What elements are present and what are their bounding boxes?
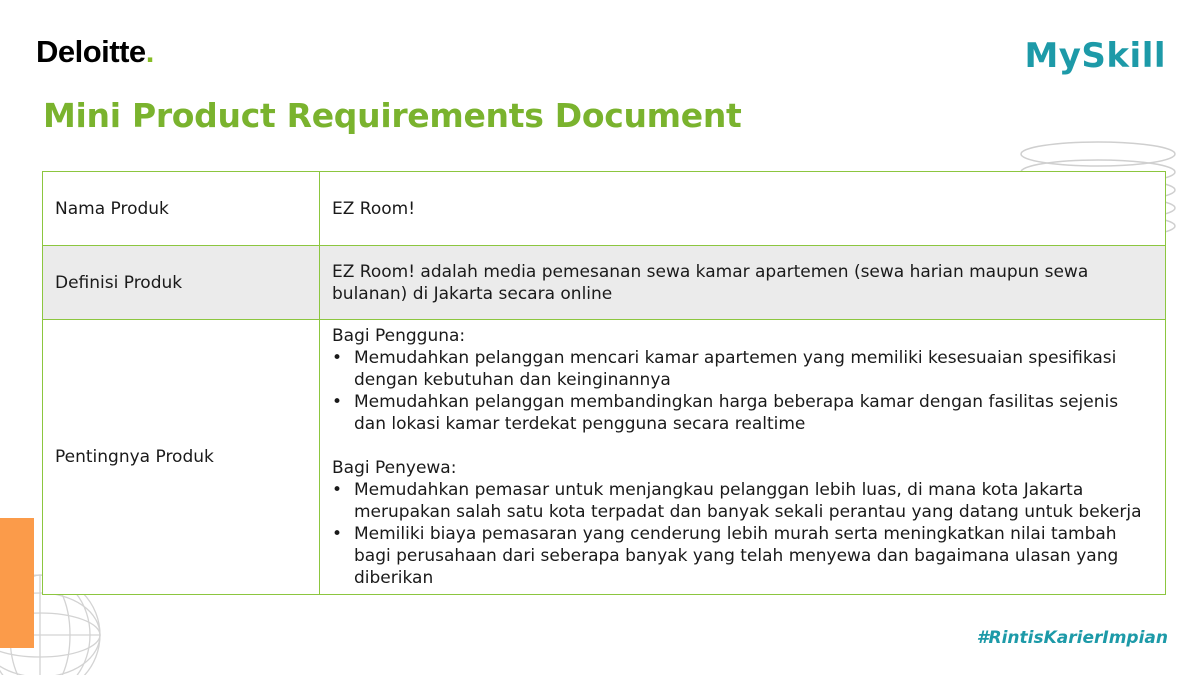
table-row xyxy=(43,246,1166,320)
orange-accent-bar xyxy=(0,518,34,648)
hashtag: #RintisKarierImpian xyxy=(976,628,1168,648)
section-title: Bagi Penyewa: xyxy=(332,458,457,478)
page-title: Mini Product Requirements Document xyxy=(43,96,742,135)
list-item: • Memiliki biaya pemasaran yang cenderung lebih murah serta meningkatkan nilai tambah bagi perusahaan dari seberapa banyak yang telah menyewa dan bagaimana ulasan yang diberikan xyxy=(332,523,1153,589)
row-value: EZ Room! xyxy=(320,172,1166,246)
prd-table xyxy=(42,171,1166,595)
list-item: • Memudahkan pelanggan mencari kamar apartemen yang memiliki kesesuaian spesifikasi dengan kebutuhan dan keinginannya xyxy=(332,347,1153,391)
bullet-list xyxy=(332,347,1153,435)
list-item: • Memudahkan pemasar untuk menjangkau pelanggan lebih luas, di mana kota Jakarta merupakan salah satu kota terpadat dan banyak sekali perantau yang datang untuk bekerja xyxy=(332,479,1153,523)
deloitte-logo: Deloitte. xyxy=(36,34,154,69)
bullet-list xyxy=(332,479,1153,589)
row-label: Pentingnya Produk xyxy=(43,320,320,595)
row-label: Definisi Produk xyxy=(43,246,320,320)
table-row xyxy=(43,172,1166,246)
list-item: • Memudahkan pelanggan membandingkan harga beberapa kamar dengan fasilitas sejenis dan lokasi kamar terdekat pengguna secara realtime xyxy=(332,391,1153,435)
row-label: Nama Produk xyxy=(43,172,320,246)
table-row xyxy=(43,320,1166,595)
row-value: EZ Room! adalah media pemesanan sewa kamar apartemen (sewa harian maupun sewa bulanan) di Jakarta secara online xyxy=(320,246,1166,320)
row-value xyxy=(320,320,1166,595)
section-title: Bagi Pengguna: xyxy=(332,326,466,346)
myskill-logo: MySkill xyxy=(1024,36,1166,76)
